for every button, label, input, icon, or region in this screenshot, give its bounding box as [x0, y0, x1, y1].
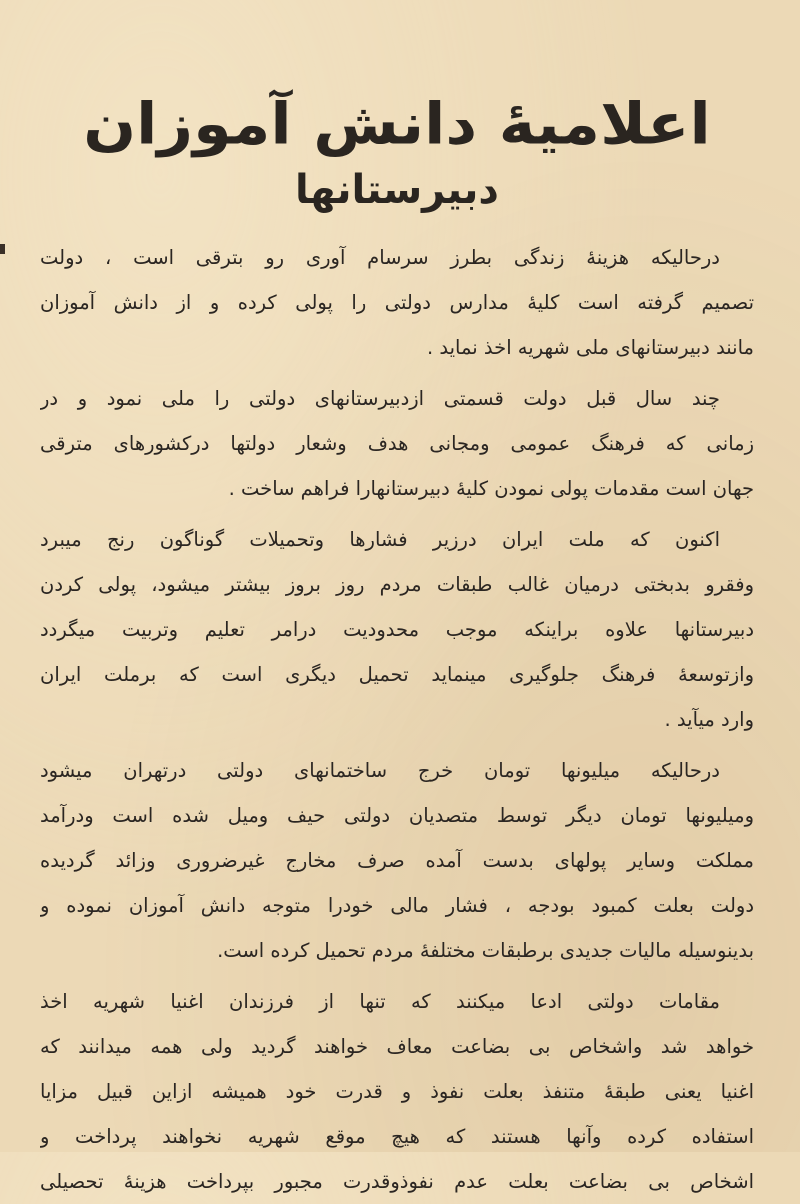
text-line: درحالیکه هزینهٔ زندگی بطرز سرسام آوری رو بترقی است ، دولت: [40, 246, 720, 270]
text-line: درحالیکه میلیونها تومان خرج ساختمانهای دولتی درتهران میشود: [40, 759, 720, 783]
text-line: ومیلیونها تومان دیگر توسط متصدیان دولتی حیف ومیل شده است ودرآمد: [40, 804, 754, 828]
text-line: مملکت وسایر پولهای بدست آمده صرف مخارج غیرضروری وزائد گردیده: [40, 849, 754, 873]
text-line: دولت بعلت کمبود بودجه ، فشار مالی خودرا متوجه دانش آموزان نموده و: [40, 894, 754, 918]
paragraph-3: [40, 517, 754, 742]
text-line: وازتوسعهٔ فرهنگ جلوگیری مینماید تحمیل دیگری است که برملت ایران: [40, 663, 754, 687]
text-line: بدینوسیله مالیات جدیدی برطبقات مختلفهٔ مردم تحمیل کرده است.: [217, 939, 754, 963]
text-line: خواهد شد واشخاص بی بضاعت معاف خواهند گردید ولی همه میدانند که: [40, 1035, 754, 1059]
text-line: دبیرستانها علاوه براینکه موجب محدودیت درامر تعلیم وتربیت میگردد: [40, 618, 754, 642]
text-line: زمانی که فرهنگ عمومی ومجانی هدف وشعار دولتها درکشورهای مترقی: [40, 432, 754, 456]
text-line: مقامات دولتی ادعا میکنند که تنها از فرزندان اغنیا شهریه اخذ: [40, 990, 720, 1014]
paragraph-2: [40, 376, 754, 511]
text-line: جهان است مقدمات پولی نمودن کلیهٔ دبیرستانهارا فراهم ساخت .: [228, 477, 754, 501]
text-line: چند سال قبل دولت قسمتی ازدبیرستانهای دولتی را ملی نمود و در: [40, 387, 720, 411]
text-line: اغنیا یعنی طبقهٔ متنفذ بعلت نفوذ و قدرت خود همیشه ازاین قبیل مزایا: [40, 1080, 754, 1104]
text-line: مانند دبیرستانهای ملی شهریه اخذ نماید .: [427, 336, 754, 360]
page-title: اعلامیهٔ دانش آموزان: [83, 89, 711, 158]
text-line: اکنون که ملت ایران درزیر فشارها وتحمیلات گوناگون رنج میبرد: [40, 528, 720, 552]
page-subtitle: دبیرستانها: [295, 167, 499, 214]
paragraph-4: [40, 748, 754, 973]
paragraph-1: [40, 235, 754, 370]
text-line: اشخاص بی بضاعت بعلت عدم نفوذوقدرت مجبور بپرداخت هزینهٔ تحصیلی: [40, 1170, 754, 1194]
text-line: استفاده کرده وآنها هستند که هیچ موقع شهریه نخواهند پرداخت و: [40, 1125, 754, 1149]
text-line: وارد میآید .: [664, 708, 754, 732]
paragraph-5: [40, 979, 754, 1204]
text-line: وفقرو بدبختی درمیان غالب طبقات مردم روز بروز بیشتر میشود، پولی کردن: [40, 573, 754, 597]
text-line: تصمیم گرفته است کلیهٔ مدارس دولتی را پولی کرده و از دانش آموزان: [40, 291, 754, 315]
